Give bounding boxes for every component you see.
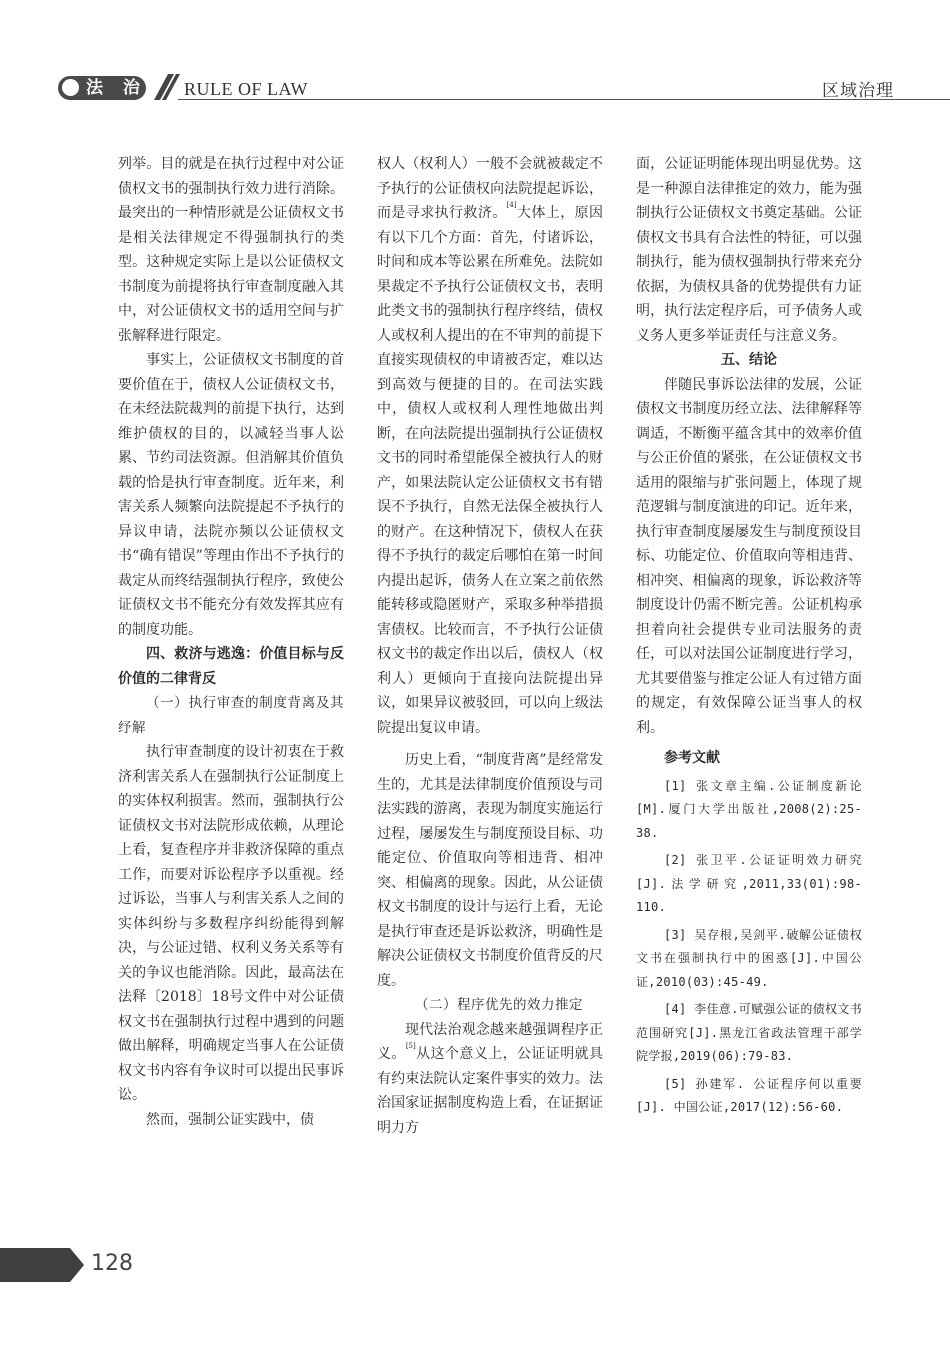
page-number-tab (0, 1248, 86, 1282)
header-circle-icon (62, 79, 79, 96)
subsection-heading: （二）程序优先的效力推定 (415, 997, 583, 1013)
header-section-en: RULE OF LAW (184, 79, 309, 99)
reference-item: [4] 李佳意.可赋强公证的债权文书范围研究[J].黑龙江省政法管理干部学院学报,2019(06):79-83. (636, 1002, 862, 1063)
paragraph: 事实上，公证债权文书制度的首要价值在于，债权人公证债权文书，在未经法院裁判的前提下执行，达到维护债权的目的，以减轻当事人讼累、节约司法资源。但消解其价值负载的恰是执行审查制度。近年来，利害关系人频繁向法院提起不予执行的异议申请，法院亦频以公证债权文书“确有错误”等理由作出不予执行的裁定从而终结强制执行程序，致使公证债权文书不能充分有效发挥其应有的制度功能。 (118, 352, 344, 638)
reference-item: [5] 孙建军. 公证程序何以重要[J]. 中国公证,2017(12):56-60. (636, 1076, 862, 1114)
subsection-heading: （一）执行审查的制度背离及其纾解 (118, 695, 344, 736)
citation-marker: [5] (405, 1042, 416, 1050)
references-heading: 参考文献 (664, 750, 720, 766)
text-column-2 (377, 152, 603, 1140)
header-section-cn: 法 治 (86, 78, 147, 98)
paragraph-text: 现代法治观念越来越强调程序正义。 (377, 1021, 603, 1062)
paragraph: 然而，强制公证实践中，债 (146, 1111, 314, 1128)
paragraph-text: 从这个意义上，公证证明就具有约束法院认定案件事实的效力。法治国家证据制度构造上看，在证据证明力方 (377, 1046, 604, 1136)
paragraph: 历史上看，“制度背离”是经常发生的，尤其是法律制度价值预设与司法实践的游离，表现为制度实施运行过程，屡屡发生与制度预设目标、功能定位、价值取向等相违背、相冲突、相偏离的现象。因此，从公证债权文书制度的设计与运行上看，无论是执行审查还是诉讼救济，明确性是解决公证债权文书制度价值背反的尺度。 (377, 752, 603, 989)
header-region-label: 区域治理 (822, 81, 894, 101)
citation-marker: [4] (506, 201, 517, 209)
reference-item: [1] 张文章主编.公证制度新论[M].厦门大学出版社,2008(2):25-38. (636, 778, 862, 840)
text-column-1 (118, 152, 344, 1132)
paragraph: 面，公证证明能体现出明显优势。这是一种源自法律推定的效力，能为强制执行公证债权文书奠定基础。公证债权文书具有合法性的特征，可以强制执行，能为债权强制执行带来充分依据，为债权具备的优势提供有力证明，执行法定程序后，可予债务人或义务人更多举证责任与注意义务。 (636, 156, 862, 344)
paragraph: 执行审查制度的设计初衷在于救济利害关系人在强制执行公证制度上的实体权利损害。然而，强制执行公证债权文书对法院形成依赖，从理论上看，复查程序并非救济保障的重点工作，而要对诉讼程序予以重视。经过诉讼，当事人与利害关系人之间的实体纠纷与多数程序纠纷能得到解决，与公证过错、权利义务关系等有关的争议也能消除。因此，最高法在法释〔2018〕18号文件中对公证债权文书在强制执行过程中遇到的问题做出解释，明确规定当事人在公证债权文书内容有争议时可以提出民事诉讼。 (118, 744, 344, 1103)
paragraph: 列举。目的就是在执行过程中对公证债权文书的强制执行效力进行消除。最突出的一种情形就是公证债权文书是相关法律规定不得强制执行的类型。这种规定实际上是以公证债权文书制度为前提将执行审查制度融入其中，对公证债权文书的适用空间与扩张解释进行限定。 (118, 156, 344, 344)
section-heading: 五、结论 (721, 352, 777, 368)
section-heading: 四、救济与逃逸：价值目标与反价值的二律背反 (118, 646, 344, 687)
reference-item: [2] 张卫平.公证证明效力研究[J].法学研究,2011,33(01):98-110. (636, 853, 862, 914)
paragraph: 伴随民事诉讼法律的发展，公证债权文书制度历经立法、法律解释等调适，不断衡平蕴含其中的效率价值与公正价值的紧张，在公证债权文书适用的限缩与扩张问题上，体现了规范逻辑与制度演进的印记。近年来，执行审查制度屡屡发生与制度预设目标、功能定位、价值取向等相违背、相冲突、相偏离的现象，诉讼救济等制度设计仍需不断完善。公证机构承担着向社会提供专业司法服务的责任，可以对法国公证制度进行学习，尤其要借鉴与推定公证人有过错方面的规定，有效保障公证当事人的权利。 (636, 376, 862, 736)
header-slash-icon (140, 72, 184, 102)
reference-item: [3] 吴存根,吴剑平.破解公证债权文书在强制执行中的困惑[J].中国公证,2010(03):45-49. (636, 927, 862, 989)
paragraph (377, 152, 603, 740)
paragraph-text: 大体上，原因有以下几个方面：首先，付诸诉讼，时间和成本等讼累在所难免。法院如果裁定不予执行公证债权文书，表明此类文书的强制执行程序终结，债权人或权利人提出的在不审判的前提下直接实现债权的申请被否定，难以达到高效与便捷的目的。在司法实践中，债权人或权利人理性地做出判断，在向法院提出强制执行公证债权文书的同时希望能保全被执行人的财产，如果法院认定公证债权文书有错误不予执行，自然无法保全被执行人的财产。在这种情况下，债权人在获得不予执行的裁定后哪怕在第一时间内提出起诉，债务人在立案之前依然能转移或隐匿财产，采取多种举措损害债权。比较而言，不予执行公证债权文书的裁定作出以后，债权人（权利人）更倾向于直接向法院提出异议，如果异议被驳回，可以向上级法院提出复议申请。 (377, 205, 604, 736)
page-number: 128 (91, 1251, 133, 1276)
paragraph (377, 1018, 603, 1141)
text-column-3 (636, 152, 862, 1120)
paragraph-text: 权人（权利人）一般不会就被裁定不予执行的公证债权向法院提起诉讼，而是寻求执行救济。 (377, 156, 603, 221)
